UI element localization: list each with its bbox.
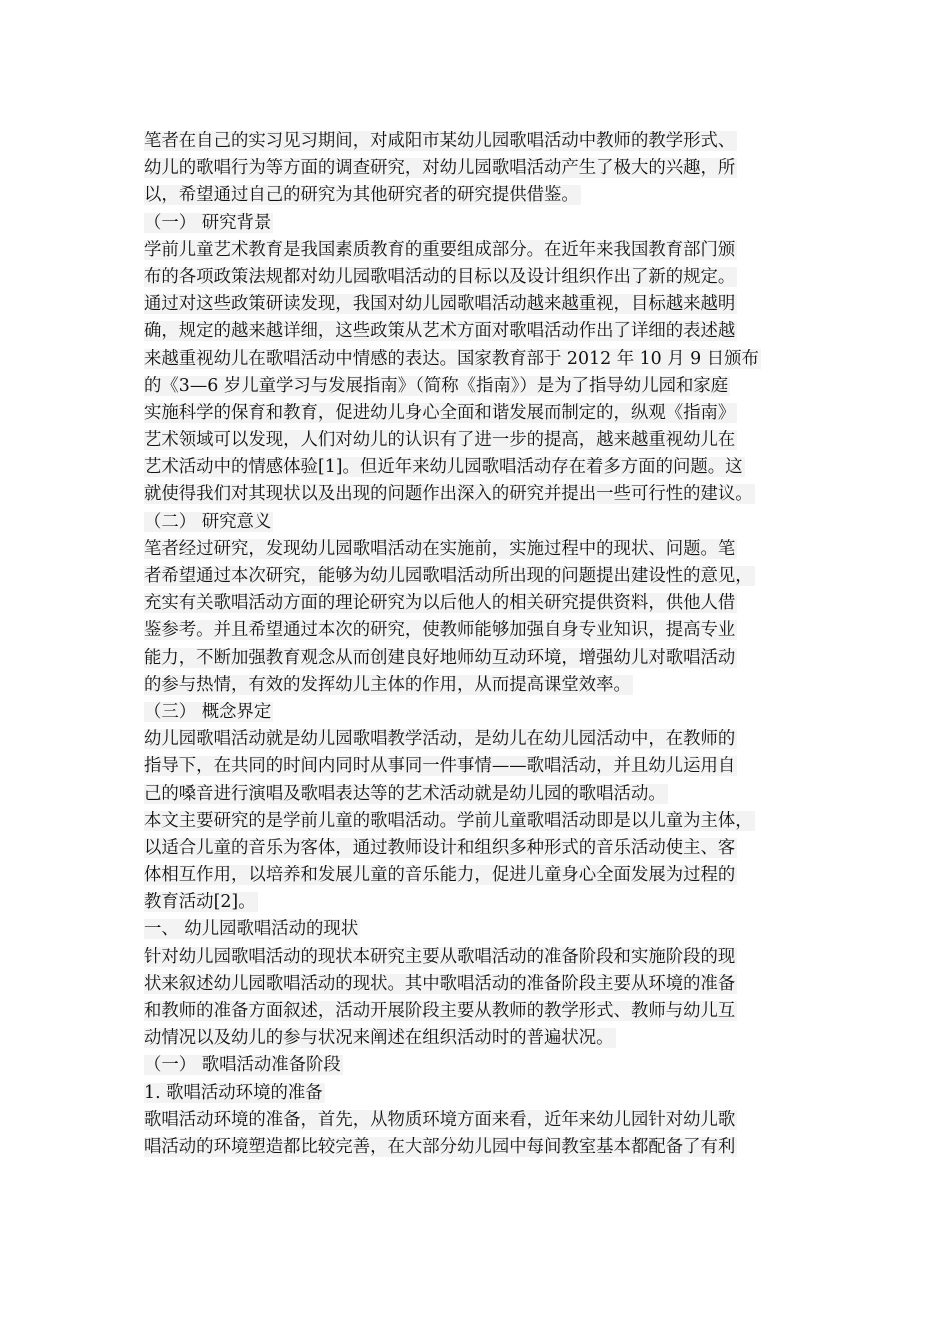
- section-heading: （二） 研究意义: [144, 511, 272, 532]
- text-line: 笔者经过研究，发现幼儿园歌唱活动在实施前，实施过程中的现状、问题。笔: [144, 538, 736, 559]
- text-line: 就使得我们对其现状以及出现的问题作出深入的研究并提出一些可行性的建议。: [144, 484, 753, 505]
- text-line: 的《3—6 岁儿童学习与发展指南》（简称《指南》）是为了指导幼儿园和家庭: [144, 375, 729, 396]
- text-line: 的参与热情，有效的发挥幼儿主体的作用，从而提高课堂效率。: [144, 674, 631, 695]
- text-line: 通过对这些政策研读发现，我国对幼儿园歌唱活动越来越重视，目标越来越明: [144, 294, 736, 315]
- text-line: 以适合儿童的音乐为客体，通过教师设计和组织多种形式的音乐活动使主、客: [144, 837, 736, 858]
- text-line: 教育活动[2]。: [144, 892, 256, 913]
- text-line: 布的各项政策法规都对幼儿园歌唱活动的目标以及设计组织作出了新的规定。: [144, 266, 736, 287]
- text-line: 状来叙述幼儿园歌唱活动的现状。其中歌唱活动的准备阶段主要从环境的准备: [144, 973, 736, 994]
- text-line: 和教师的准备方面叙述，活动开展阶段主要从教师的教学形式、教师与幼儿互: [144, 1001, 736, 1021]
- chapter-heading: 一、 幼儿园歌唱活动的现状: [144, 919, 359, 940]
- section-heading: （三） 概念界定: [144, 701, 272, 722]
- text-line: 歌唱活动环境的准备，首先，从物质环境方面来看，近年来幼儿园针对幼儿歌: [144, 1109, 736, 1130]
- text-line: 幼儿园歌唱活动就是幼儿园歌唱教学活动，是幼儿在幼儿园活动中，在教师的: [144, 729, 736, 750]
- text-line: 以，希望通过自己的研究为其他研究者的研究提供借鉴。: [144, 185, 579, 206]
- text-line: 鉴参考。并且希望通过本次的研究，使教师能够加强自身专业知识，提高专业: [144, 620, 736, 641]
- text-line: 能力，不断加强教育观念从而创建良好地师幼互动环境，增强幼儿对歌唱活动: [144, 647, 736, 668]
- text-line: 笔者在自己的实习见习期间，对咸阳市某幼儿园歌唱活动中教师的教学形式、: [144, 131, 736, 151]
- text-line: 指导下，在共同的时间内同时从事同一件事情——歌唱活动，并且幼儿运用自: [144, 756, 736, 777]
- text-line: 艺术领域可以发现，人们对幼儿的认识有了进一步的提高，越来越重视幼儿在: [144, 430, 736, 451]
- text-line: 动情况以及幼儿的参与状况来阐述在组织活动时的普遍状况。: [144, 1028, 614, 1049]
- text-line: 实施科学的保育和教育，促进幼儿身心全面和谐发展而制定的，纵观《指南》: [144, 402, 736, 423]
- document-page: [144, 128, 824, 1161]
- text-line: 艺术活动中的情感体验[1]。但近年来幼儿园歌唱活动存在着多方面的问题。这: [144, 457, 743, 478]
- text-line: 充实有关歌唱活动方面的理论研究为以后他人的相关研究提供资料，供他人借: [144, 593, 736, 614]
- text-line: 确，规定的越来越详细，这些政策从艺术方面对歌唱活动作出了详细的表述越: [144, 321, 736, 342]
- text-line: 者希望通过本次研究，能够为幼儿园歌唱活动所出现的问题提出建设性的意见，: [144, 566, 753, 586]
- text-line: 唱活动的环境塑造都比较完善，在大部分幼儿园中每间教室基本都配备了有利: [144, 1136, 736, 1157]
- text-line: 来越重视幼儿在歌唱活动中情感的表达。国家教育部于 2012 年 10 月 9 日颁布: [144, 348, 759, 369]
- section-heading: （一） 歌唱活动准备阶段: [144, 1055, 341, 1076]
- text-line: 学前儿童艺术教育是我国素质教育的重要组成部分。在近年来我国教育部门颁: [144, 239, 736, 260]
- text-line: 己的嗓音进行演唱及歌唱表达等的艺术活动就是幼儿园的歌唱活动。: [144, 783, 666, 804]
- text-line: 本文主要研究的是学前儿童的歌唱活动。学前儿童歌唱活动即是以儿童为主体，: [144, 810, 753, 831]
- subsection-heading: 1. 歌唱活动环境的准备: [144, 1082, 323, 1103]
- text-line: 体相互作用，以培养和发展儿童的音乐能力，促进儿童身心全面发展为过程的: [144, 865, 736, 886]
- text-line: 幼儿的歌唱行为等方面的调查研究，对幼儿园歌唱活动产生了极大的兴趣，所: [144, 158, 736, 179]
- text-line: 针对幼儿园歌唱活动的现状本研究主要从歌唱活动的准备阶段和实施阶段的现: [144, 946, 736, 967]
- section-heading: （一） 研究背景: [144, 212, 272, 233]
